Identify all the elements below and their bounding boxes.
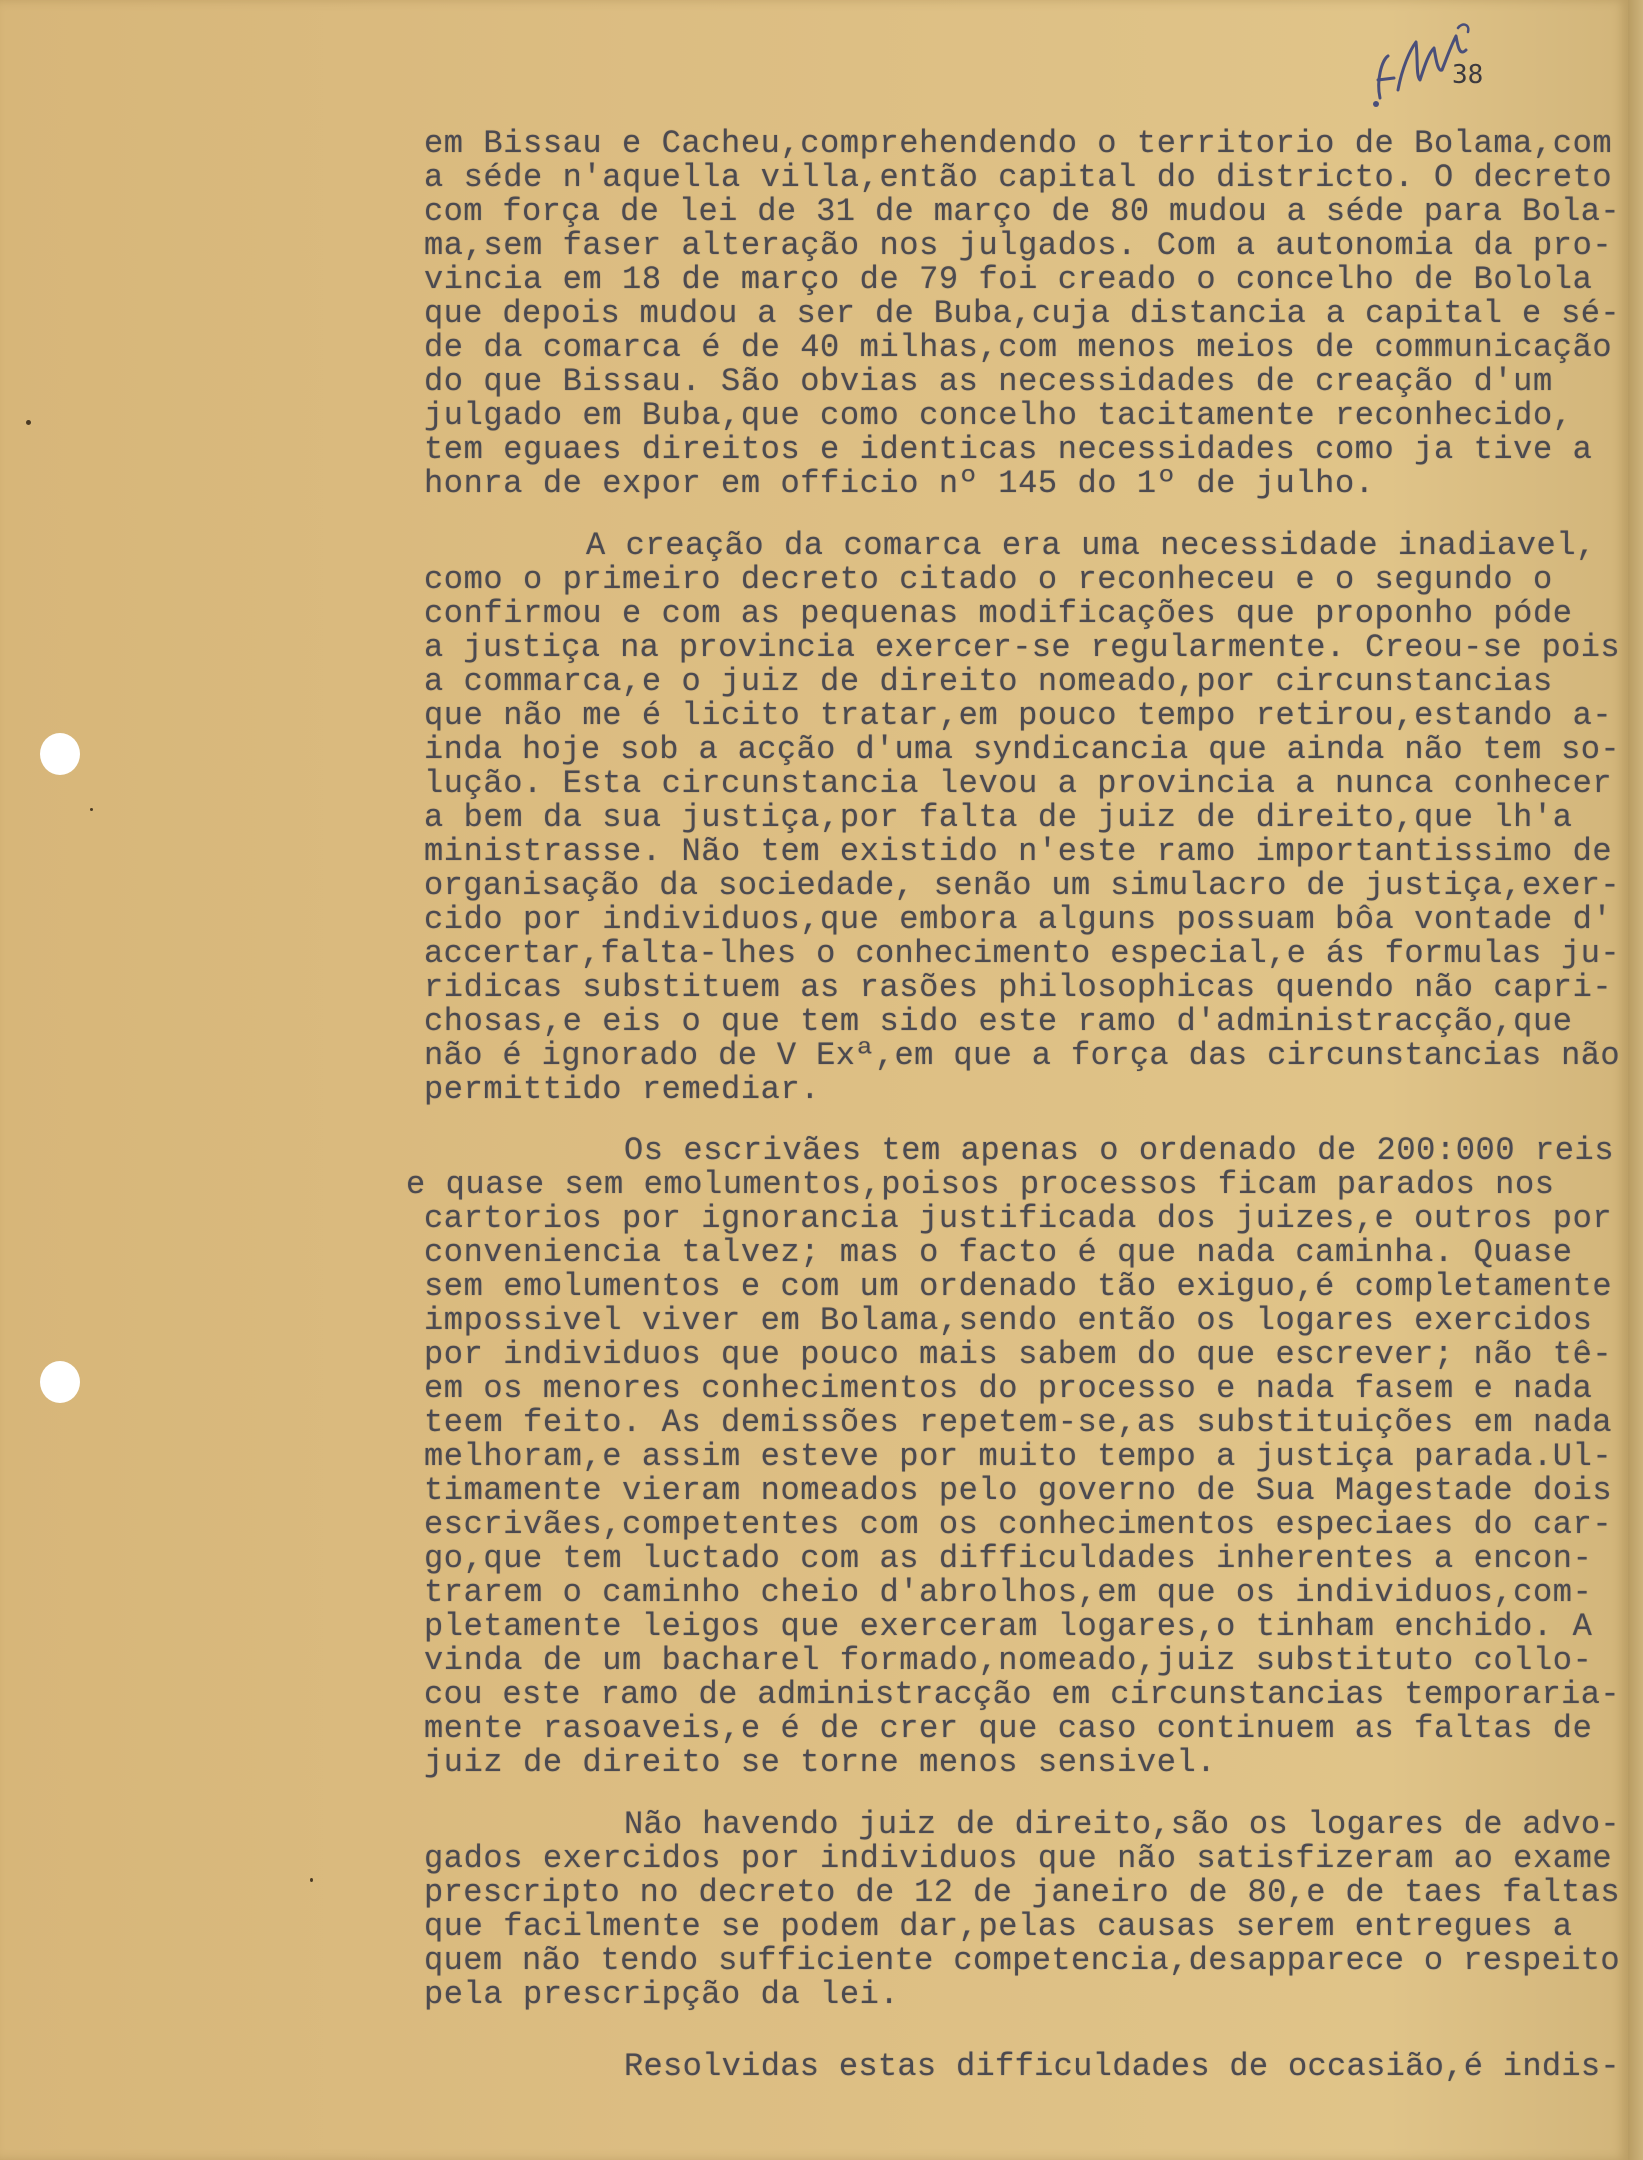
text-line: que não me é licito tratar,em pouco tempo retirou,estando a- [424,697,1613,734]
page-number: 38 [1452,60,1484,90]
text-line: em os menores conhecimentos do processo e nada fasem e nada [424,1370,1593,1407]
text-line: timamente vieram nomeados pelo governo de Sua Magestade dois [424,1472,1613,1509]
text-line: lução. Esta circunstancia levou a provincia a nunca conhecer [424,765,1613,802]
text-line: que depois mudou a ser de Buba,cuja distancia a capital e sé- [424,295,1620,332]
text-line: cido por individuos,que embora alguns possuam bôa vontade d' [424,901,1613,938]
text-line: a justiça na provincia exercer-se regularmente. Creou-se pois [424,629,1620,666]
text-line: a commarca,e o juiz de direito nomeado,por circunstancias [424,663,1553,700]
text-line: juiz de direito se torne menos sensivel. [424,1744,1217,1781]
text-line: honra de expor em officio nº 145 do 1º de julho. [424,465,1375,502]
text-line: organisação da sociedade, senão um simulacro de justiça,exer- [424,867,1620,904]
text-line: inda hoje sob a acção d'uma syndicancia que ainda não tem so- [424,731,1620,768]
text-line: pela prescripção da lei. [424,1976,900,2013]
text-line: Resolvidas estas difficuldades de occasião,é indis- [624,2048,1620,2085]
text-line: escrivães,competentes com os conhecimentos especiaes do car- [424,1506,1613,1543]
text-line: gados exercidos por individuos que não satisfizeram ao exame [424,1840,1613,1877]
text-line: ma,sem faser alteração nos julgados. Com a autonomia da pro- [424,227,1613,264]
text-line: prescripto no decreto de 12 de janeiro de 80,e de taes faltas [424,1874,1620,1911]
text-line: do que Bissau. São obvias as necessidades de creação d'um [424,363,1553,400]
text-line: e quase sem emolumentos,poisos processos ficam parados nos [406,1166,1555,1203]
text-line: em Bissau e Cacheu,comprehendendo o territorio de Bolama,com [424,125,1613,162]
text-line: vincia em 18 de março de 79 foi creado o concelho de Bolola [424,261,1593,298]
text-line: cou este ramo de administracção em circunstancias temporaria- [424,1676,1620,1713]
text-line: teem feito. As demissões repetem-se,as substituições em nada [424,1404,1613,1441]
text-line: chosas,e eis o que tem sido este ramo d'administracção,que [424,1003,1573,1040]
text-line: a bem da sua justiça,por falta de juiz de direito,que lh'a [424,799,1573,836]
text-line: Não havendo juiz de direito,são os logares de advo- [624,1806,1620,1843]
text-line: cartorios por ignorancia justificada dos juizes,e outros por [424,1200,1613,1237]
text-line: que facilmente se podem dar,pelas causas serem entregues a [424,1908,1573,1945]
text-line: impossivel viver em Bolama,sendo então os logares exercidos [424,1302,1593,1339]
text-line: quem não tendo sufficiente competencia,desapparece o respeito [424,1942,1620,1979]
text-line: Os escrivães tem apenas o ordenado de 200:000 reis [624,1132,1615,1169]
text-line: accertar,falta-lhes o conhecimento especial,e ás formulas ju- [424,935,1620,972]
page-edge [1628,0,1643,2160]
text-line: não é ignorado de V Exª,em que a força das circunstancias não [424,1037,1620,1074]
text-line: julgado em Buba,que como concelho tacitamente reconhecido, [424,397,1573,434]
text-line: permittido remediar. [424,1071,821,1108]
text-line: como o primeiro decreto citado o reconheceu e o segundo o [424,561,1553,598]
text-line: tem eguaes direitos e identicas necessidades como ja tive a [424,431,1593,468]
text-line: conveniencia talvez; mas o facto é que nada caminha. Quase [424,1234,1573,1271]
text-line: mente rasoaveis,e é de crer que caso continuem as faltas de [424,1710,1593,1747]
text-line: vinda de um bacharel formado,nomeado,juiz substituto collo- [424,1642,1593,1679]
text-line: a séde n'aquella villa,então capital do districto. O decreto [424,159,1613,196]
text-line: por individuos que pouco mais sabem do que escrever; não tê- [424,1336,1613,1373]
text-line: ministrasse. Não tem existido n'este ramo importantissimo de [424,833,1613,870]
text-line: trarem o caminho cheio d'abrolhos,em que os individuos,com- [424,1574,1593,1611]
text-line: confirmou e com as pequenas modificações que proponho póde [424,595,1573,632]
text-line: de da comarca é de 40 milhas,com menos meios de communicação [424,329,1613,366]
text-line: com força de lei de 31 de março de 80 mudou a séde para Bola- [424,193,1620,230]
text-line: pletamente leigos que exerceram logares,o tinham enchido. A [424,1608,1593,1645]
text-line: go,que tem luctado com as difficuldades inherentes a encon- [424,1540,1593,1577]
text-line: melhoram,e assim esteve por muito tempo a justiça parada.Ul- [424,1438,1613,1475]
text-line: ridicas substituem as rasões philosophicas quendo não capri- [424,969,1613,1006]
text-line: A creação da comarca era uma necessidade inadiavel, [586,527,1596,564]
text-line: sem emolumentos e com um ordenado tão exiguo,é completamente [424,1268,1613,1305]
